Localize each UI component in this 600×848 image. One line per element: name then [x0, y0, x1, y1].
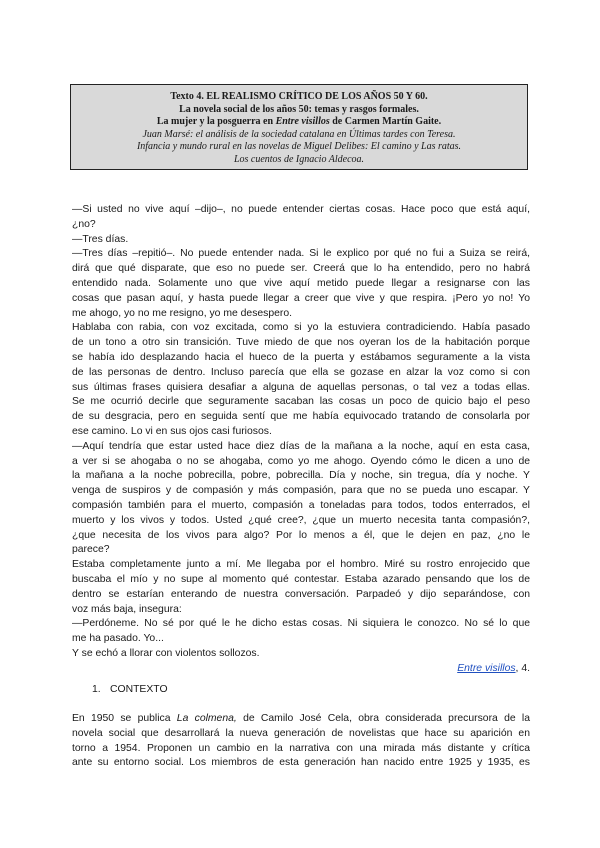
text-line: me ahogo, yo no me resigno, yo me desespero. [72, 307, 293, 319]
text-line: muerto y los vivos y todos. Usted ¿qué cree?, ¿que un muerto necesita tanta compasión?, [72, 514, 530, 526]
text-line: —Perdóneme. No sé por qué le he dicho estas cosas. Ni siquiera le conozco. No sé lo que [72, 618, 530, 630]
text-header-box [70, 84, 528, 170]
text-line: Se me ocurrió decirle que seguramente sacaban las cosas un poco de quicio bajo el peso [72, 396, 530, 408]
section-number: 1. [92, 684, 101, 695]
header-line-aldecoa: Los cuentos de Ignacio Aldecoa. [233, 153, 365, 165]
text-line: ante su entorno social. Los miembros de esta generación han nacido entre 1925 y 1935, es [72, 757, 530, 769]
text-line: se había ido desplazando hacia el hueco de la puerta y estábamos seguramente a la vista [72, 351, 530, 363]
text-line: a ver si se ahogaba o no se ahogaba, como yo me ahogo. Oyendo cómo le dicen a uno de [72, 455, 530, 467]
citation-suffix: , 4. [515, 662, 530, 674]
text-line: torno a 1954. Proponen un cambio en la narrativa con una mirada más distante y crítica [72, 742, 530, 754]
text-line: parece? [72, 544, 110, 556]
citation-link[interactable]: Entre visillos [457, 662, 516, 674]
context-paragraph [72, 712, 530, 771]
header-line-mujer-posguerra: La mujer y la posguerra en Entre visillos de Carmen Martín Gaite. [156, 116, 442, 128]
text-line: me ha pasado. Yo... [72, 633, 164, 645]
text-line: —Aquí tendría que estar usted hace diez días de la mañana a la noche, aquí en esta casa, [72, 440, 530, 452]
text-line: ¿que necesita de los vivos para algo? Por lo menos a él, que le dejen en paz, ¿no le [72, 529, 530, 541]
text-line: entendido nada. Solamente uno que vive aquí metido puede llegar a resignarse con las [72, 277, 530, 289]
citation [72, 662, 530, 677]
text-line: —Tres días –repitió–. No puede entender nada. Si le explico por qué no fui a Suiza se reirá, [72, 248, 530, 260]
text-line: de su desgracia, pero en seguida sentí que me había equivocado tratando de consolarla por [72, 411, 530, 423]
text-line: compasión también para el muerto, compasión a toneladas para todos, todos enterrados, el [72, 499, 530, 511]
text-line: cosas que pasan aquí, y hasta puede llegar a creer que vive y que respira. ¡Pero yo no! Yo [72, 292, 530, 304]
text-line: dirá que qué disparate, que eso no puede ser. Creerá que lo ha entendido, pero no habrá [72, 263, 530, 275]
text-line: —Si usted no vive aquí –dijo–, no puede entender ciertas cosas. Hace poco que está aquí, [72, 204, 530, 215]
text-line: venga de suspiros y de compasión y más compasión, para que no se pueda uno escapar. Y [72, 485, 530, 497]
text-line: En 1950 se publica La colmena, de Camilo José Cela, obra considerada precursora de la [72, 713, 531, 724]
text-line: sus últimas frases quisiera desafiar a alguna de aquellas personas, o tal vez a todas ellas. [72, 381, 530, 393]
text-line: la mañana a la noche pobrecilla, pobre, pobrecilla. Día y noche, sin tregua, día y noche. Y [72, 470, 530, 482]
header-title: Texto 4. EL REALISMO CRÍTICO DE LOS AÑOS 50 Y 60. [170, 91, 428, 102]
text-line: ese camino. Lo vi en sus ojos casi furiosos. [72, 425, 272, 437]
book-title-la-colmena: La colmena, [176, 713, 237, 724]
text-line: dentro se estarían enterando de nuestra conversación. Parpadeó y dijo separándose, con [72, 588, 530, 600]
header-line-novela-social: La novela social de los años 50: temas y rasgos formales. [179, 103, 419, 115]
header-line-delibes: Infancia y mundo rural en las novelas de Miguel Delibes: El camino y Las ratas. [136, 141, 462, 153]
header-line-marse: Juan Marsé: el análisis de la sociedad catalana en Últimas tardes con Teresa. [142, 128, 456, 140]
excerpt-text [72, 203, 530, 677]
text-line: Y se echó a llorar con violentos sollozos. [72, 647, 260, 659]
text-line: Estaba completamente junto a mí. Me llegaba por el hombro. Miré su rostro enrojecido que [72, 559, 530, 571]
section-title: CONTEXTO [110, 684, 168, 695]
text-line: Hablaba con rabia, con voz excitada, como si yo la estuviera contradiciendo. Había pasado [72, 322, 530, 334]
text-line: novela social que desarrollará la nueva generación de novelistas que hace su aparición en [72, 727, 530, 739]
text-line: voz más baja, insegura: [72, 603, 182, 615]
text-line: de un tono a otro sin transición. Tuve miedo de que nos oyeran los de la habitación porque [72, 337, 530, 349]
text-line: de las personas de dentro. Incluso parecía que ella se gozase en alzar la voz como si con [72, 366, 530, 378]
text-line: ¿no? [72, 218, 96, 230]
section-heading-contexto [92, 683, 168, 698]
text-line: —Tres días. [72, 233, 129, 245]
text-line: buscaba el mío y no supe al momento qué contestar. Estaba azarado pensando que los de [72, 573, 530, 585]
